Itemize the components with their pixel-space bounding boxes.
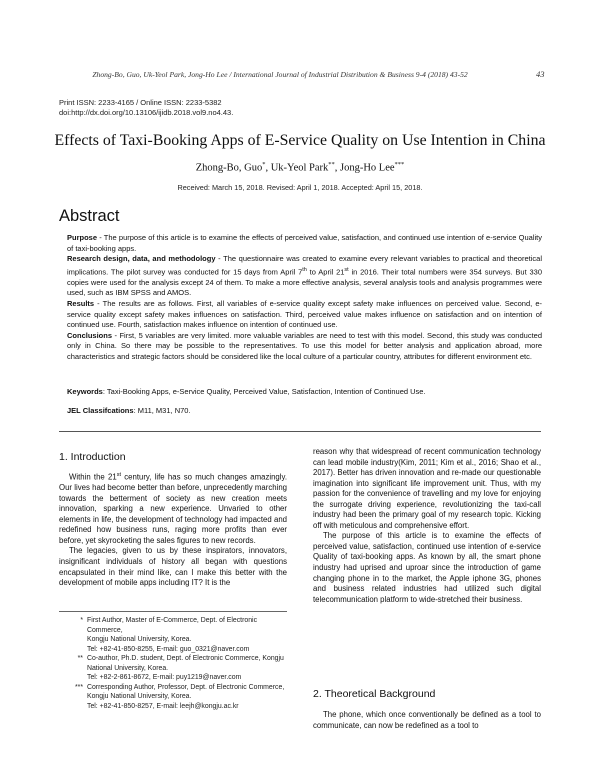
right-column (313, 447, 541, 605)
footnote-line (59, 654, 289, 664)
jel-label: JEL Classifcations (67, 406, 134, 415)
research-sup-1: th (302, 266, 307, 273)
footnote-mark (59, 673, 87, 683)
footnote-mark: *** (74, 683, 83, 691)
keywords-text: : Taxi-Booking Apps, e-Service Quality, Perceived Value, Satisfaction, Intention of Continued Use. (102, 387, 426, 396)
page-number: 43 (536, 69, 545, 79)
footnote-text: Tel: +82-41-850-8255, E-mail: guo_0321@naver.com (87, 645, 250, 653)
research-text-c: in 2016. Their total numbers were 354 surveys. But 330 copies were used for the analysis except 24 of them. To make a more effective analysis, several analysis tools and analysis programmes were used, such as IBM SPSS and AMOS. (67, 267, 542, 298)
footnote-line (59, 702, 289, 712)
footnote-text: Kongju National University, Korea. (87, 693, 192, 700)
intro-paragraph-4: The purpose of this article is to examine the effects of perceived value, satisfaction, continued use intention of e-service Quality of taxi-booking apps. As known by all, the smart phone industry had uprised and uproar since the introduction of game changing phone in to the market, the Apple iphone 3G, phones and business related industries had utilized such digital telecommunication platform to wide-stretched their business. (313, 531, 541, 604)
doi-line: doi:http://dx.doi.org/10.13106/ijidb.2018.vol9.no4.43. (59, 108, 234, 117)
footnote-text: National University, Korea. (87, 664, 169, 672)
footnote-text: Corresponding Author, Professor, Dept. of Electronic Commerce, (87, 683, 285, 691)
footnote-line (59, 664, 289, 674)
footnote-mark (59, 702, 87, 712)
author-line: Zhong-Bo, Guo*, Uk-Yeol Park**, Jong-Ho Lee*** (195, 161, 405, 174)
jel-text: : M11, M31, N70. (133, 406, 191, 415)
theory-paragraph-1: The phone, which once conventionally be defined as a tool to communicate, can now be redefined as a tool to (313, 710, 541, 730)
footnote-text: Co-author, Ph.D. student, Dept. of Electronic Commerce, Kongju (87, 655, 284, 662)
footnote-mark (59, 645, 87, 655)
jel-classifications (67, 406, 542, 415)
theoretical-background-heading: 2. Theoretical Background (313, 688, 436, 700)
footnote-line (59, 645, 289, 655)
author-2-mark: ** (328, 161, 335, 168)
intro-p1-b: century, life has so much changes amazingly. Our lives had become better than before, unprecedently marching towards the betterment of society as new creation meets innovation, sparking a new experience. Unvaried to other elements in life, the development of technology had impacted and redefined how business runs, raging more profits than ever before, yet skyrocketing the sales figures to new records. (59, 472, 287, 545)
left-column (59, 470, 287, 589)
abstract-conclusions (67, 331, 542, 363)
abstract-heading: Abstract (59, 207, 120, 225)
abstract-body (67, 233, 542, 363)
results-label: Results (67, 299, 95, 309)
abstract-research (67, 254, 542, 299)
footnote-line (59, 616, 289, 635)
author-1-mark: * (262, 161, 266, 168)
intro-paragraph-3: reason why that widespread of recent communication technology can lead mobile industry(Kim, 2011; Kim et al., 2016; Shao et al., 2017). Better has driven innovation and re-made our questionable imagination into significant life improvement unit. Thus, with my passion for the convenience of travelling and my love for enjoying the surrogate driving experience, revolutionizing the taxi-call industry had been the primary goal of my research topic. Kicking off with meticulous and comprehensive effort. (313, 447, 541, 530)
research-text-b: to April 21 (306, 267, 345, 277)
footnote-line (59, 635, 289, 645)
footnote-line (59, 673, 289, 683)
footnote-mark (59, 692, 87, 702)
research-label: Research design, data, and methodology (67, 254, 216, 264)
footnotes (59, 616, 289, 711)
footnote-mark (59, 635, 87, 645)
author-3: Jong-Ho Lee (340, 162, 395, 174)
footnote-line (59, 692, 289, 702)
author-1: Zhong-Bo, Guo (195, 162, 263, 174)
running-header: Zhong-Bo, Guo, Uk-Yeol Park, Jong-Ho Lee / International Journal of Industrial Distribution & Business 9-4 (2018) 43-52 (92, 70, 468, 79)
issn-block (59, 98, 233, 118)
footnote-mark (59, 664, 87, 674)
submission-dates: Received: March 15, 2018. Revised: April 1, 2018. Accepted: April 15, 2018. (177, 183, 423, 192)
results-text: - The results are as follows. First, all variables of e-service quality except safety make influences on perceived value. Second, e-service quality except safety makes influences on satisfaction. Third, perceived value makes influence on satisfaction and on intention of continued use. Fourth, satisfaction makes influence on intention of continued use. (67, 299, 542, 330)
intro-paragraph-2: The legacies, given to us by these inspirators, innovators, insignificant individuals of history all began with questions encapsulated in their mind like, can I make this better with the development of mobile apps including IT? It is the (59, 546, 287, 588)
keywords-label: Keywords (67, 387, 103, 396)
research-text-a: - The questionnaire was created to examine every relevant variables to practical and theoretical implications. The pilot survey was conducted for 15 days from April 7 (67, 254, 542, 277)
section-divider (59, 431, 541, 432)
author-3-mark: *** (394, 161, 405, 168)
footnote-text: Tel: +82-41-850-8257, E-mail: leejh@kongju.ac.kr (87, 702, 239, 710)
footnote-text: Kongju National University, Korea. (87, 636, 192, 643)
paper-title: Effects of Taxi-Booking Apps of E-Service Quality on Use Intention in China (54, 132, 546, 149)
abstract-purpose (67, 233, 542, 254)
footnote-mark: ** (77, 655, 83, 662)
conclusions-label: Conclusions (67, 330, 113, 340)
issn-line: Print ISSN: 2233-4165 / Online ISSN: 2233-5382 (59, 98, 222, 107)
theory-column (313, 710, 541, 731)
abstract-results (67, 299, 542, 331)
intro-p1-sup: st (116, 472, 121, 478)
purpose-text: - The purpose of this article is to examine the effects of perceived value, satisfaction, and continued use intention of e-service Quality of taxi-booking apps. (67, 233, 542, 253)
footnote-mark: * (80, 617, 83, 624)
footnote-line (59, 683, 289, 693)
conclusions-text: - First, 5 variables are very limited. more valuable variables are need to test with this model. Second, this study was conducted only in China. So there may be possible to the representatives. To use this model for better analysis and application abroad, more characteristics and strategic factors should be considered like the local culture of a particular country, attributes for different environment etc. (67, 330, 542, 362)
intro-p1-a: Within the 21 (69, 472, 117, 482)
footnote-rule (59, 611, 287, 612)
author-2: Uk-Yeol Park (270, 162, 329, 174)
introduction-heading: 1. Introduction (59, 451, 126, 463)
purpose-label: Purpose (67, 233, 98, 242)
research-sup-2: st (344, 266, 349, 273)
intro-paragraph-1 (59, 470, 287, 546)
keywords (67, 387, 542, 396)
footnote-text: First Author, Master of E-Commerce, Dept. of Electronic Commerce, (87, 617, 258, 634)
footnote-text: Tel: +82-2-861-8672, E-mail: puy1219@naver.com (87, 674, 242, 681)
